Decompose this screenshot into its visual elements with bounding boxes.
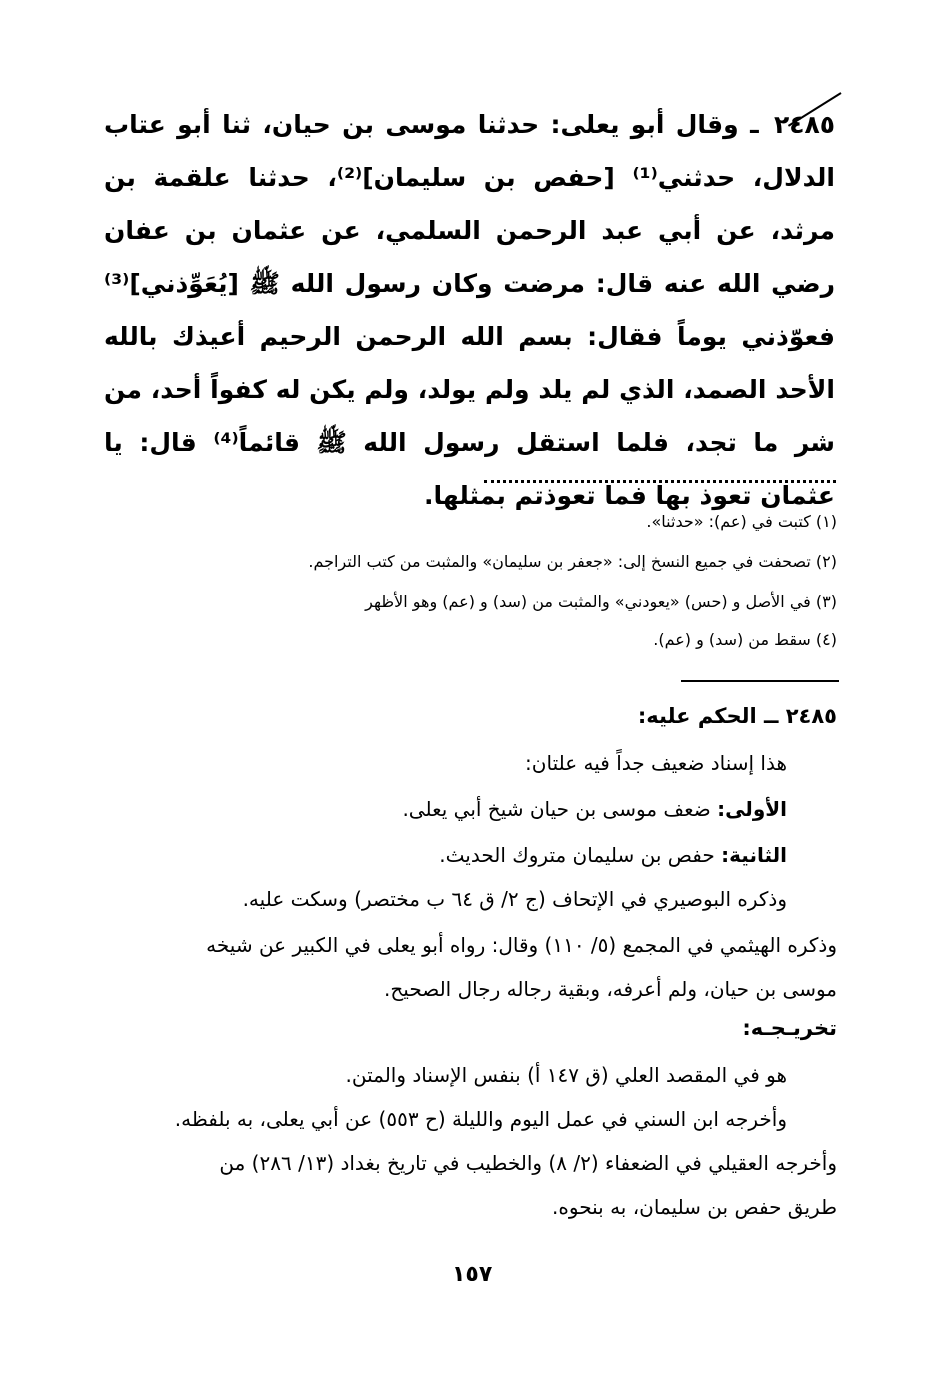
section-rule bbox=[681, 680, 839, 682]
hadith-number: ٢٤٨٥ bbox=[774, 98, 835, 151]
hadith-body: وقال أبو يعلى: حدثنا موسى بن حيان، ثنا أبو عتاب الدلال، حدثني⁽¹⁾ [حفص بن سليمان]⁽²⁾، حدثنا علقمة بن مرثد، عن أبي عبد الرحمن السلمي، عن عثمان بن عفان رضي الله عنه قال: مرضت وكان رسول الله ﷺ [يُعَوِّذني]⁽³⁾ فعوّذني يوماً فقال: بسم الله الرحمن الرحيم أعيذك بالله الأحد الصمد، الذي لم يلد ولم يولد، ولم يكن له كفواً أحد، من شر ما تجد، فلما استقل رسول الله ﷺ قائماً⁽⁴⁾ قال: يا عثمان تعوذ بها فما تعوذتم بمثلها. bbox=[104, 110, 835, 510]
ruling-haythami-line1: وذكره الهيثمي في المجمع (٥/ ١١٠) وقال: رواه أبو يعلى في الكبير عن شيخه bbox=[206, 933, 837, 957]
takhrij-line3: وأخرجه العقيلي في الضعفاء (٢/ ٨) والخطيب في تاريخ بغداد (١٣/ ٢٨٦) من bbox=[219, 1151, 837, 1175]
ruling-haythami-line2: موسى بن حيان، ولم أعرفه، وبقية رجاله رجال الصحيح. bbox=[384, 977, 837, 1001]
ruling-busiri: وذكره البوصيري في الإتحاف (ج ٢/ ق ٦٤ ب مختصر) وسكت عليه. bbox=[242, 887, 787, 911]
footnote-3: (٣) في الأصل و (حس) «يعودني» والمثبت من (سد) و (عم) وهو الأظهر bbox=[365, 592, 837, 611]
footnote-separator bbox=[484, 480, 836, 483]
takhrij-line4: طريق حفص بن سليمان، به بنحوه. bbox=[552, 1195, 837, 1219]
ruling-heading: ٢٤٨٥ ــ الحكم عليه: bbox=[637, 704, 837, 728]
takhrij-line1: هو في المقصد العلي (ق ١٤٧ أ) بنفس الإسناد والمتن. bbox=[345, 1063, 787, 1087]
takhrij-line2: وأخرجه ابن السني في عمل اليوم والليلة (ح ٥٥٣) عن أبي يعلى، به بلفظه. bbox=[174, 1107, 787, 1131]
first-text: ضعف موسى بن حيان شيخ أبي يعلى. bbox=[402, 797, 718, 821]
footnote-4: (٤) سقط من (سد) و (عم). bbox=[653, 630, 837, 649]
page-number: ١٥٧ bbox=[452, 1262, 493, 1287]
second-text: حفص بن سليمان متروك الحديث. bbox=[439, 843, 722, 867]
takhrij-heading: تخريـجـه: bbox=[742, 1016, 837, 1040]
first-label: الأولى: bbox=[717, 797, 787, 821]
hadith-dash: ـ bbox=[750, 110, 759, 139]
second-label: الثانية: bbox=[721, 843, 787, 867]
footnote-2: (٢) تصحفت في جميع النسخ إلى: «جعفر بن سليمان» والمثبت من كتب التراجم. bbox=[308, 552, 837, 571]
footnote-1: (١) كتبت في (عم): «حدثنا». bbox=[646, 512, 837, 531]
ruling-intro: هذا إسناد ضعيف جداً فيه علتان: bbox=[525, 751, 787, 775]
ruling-first-reason bbox=[402, 794, 787, 824]
ruling-second-reason bbox=[439, 840, 787, 870]
hadith-text-block bbox=[104, 98, 835, 522]
